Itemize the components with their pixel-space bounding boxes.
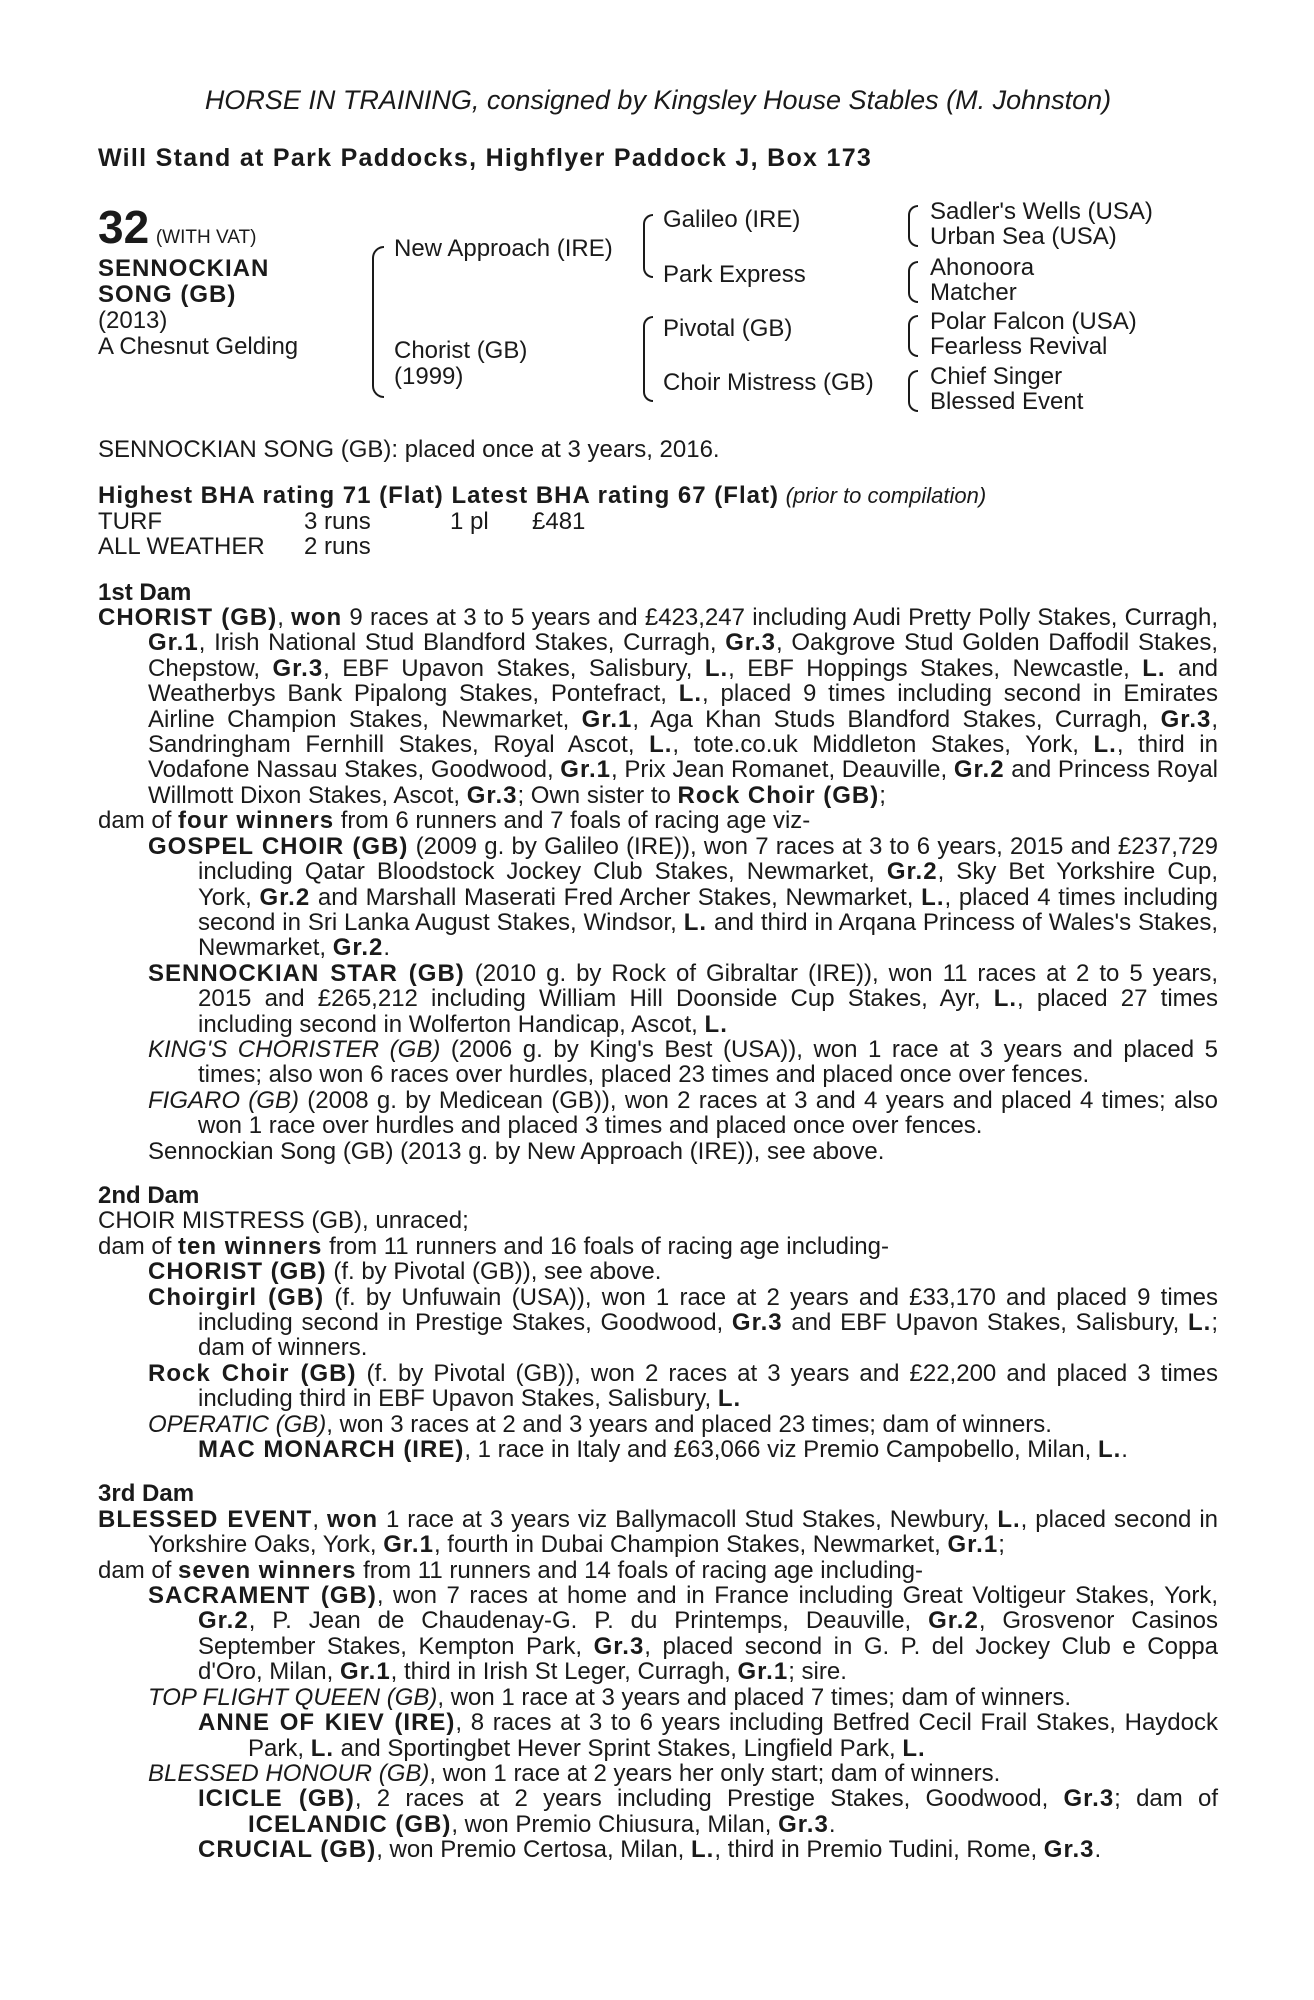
dam: Chorist (GB) (394, 337, 528, 364)
turf-label: TURF (98, 507, 162, 535)
pedigree-block (98, 198, 1218, 437)
turf-runs: 3 runs (304, 507, 371, 535)
produce-kings-chorister: KING'S CHORISTER (GB) (2006 g. by King's Best (USA)), won 1 race at 3 years and placed 5 times; also won 6 races over hurdles, placed 23 times and placed once over fences. (148, 1035, 1218, 1089)
produce-crucial: CRUCIAL (GB), won Premio Certosa, Milan, L., third in Premio Tudini, Rome, Gr.3. (198, 1836, 1102, 1864)
g3-bracket-1 (908, 205, 918, 247)
pedigree-bracket (372, 246, 384, 398)
produce-top-flight-queen: TOP FLIGHT QUEEN (GB), won 1 race at 3 years and placed 7 times; dam of winners. (148, 1683, 1072, 1711)
granddam-line-4: Matcher (930, 279, 1017, 306)
produce-sennockian-star: SENNOCKIAN STAR (GB) (2010 g. by Rock of Gibraltar (IRE)), won 11 races at 2 to 5 years, 2015 and £265,212 including William Hill Doonside Cup Stakes, Ayr, L., placed 27 times including second in Wolferton Handicap, Ascot, L. (148, 959, 1218, 1038)
produce-sacrament: SACRAMENT (GB), won 7 races at home and in France including Great Voltigeur Stakes, York, Gr.2, P. Jean de Chaudenay-G. P. du Printemps, Deauville, Gr.2, Grosvenor Casinos September Stakes, Kempton Park, Gr.3, placed second in G. P. del Jockey Club e Coppa d'Oro, Milan, Gr.1, third in Irish St Leger, Curragh, Gr.1; sire. (148, 1582, 1219, 1686)
third-dam-heading: 3rd Dam (98, 1480, 195, 1508)
all-weather-record (98, 534, 1218, 559)
sire-bracket (643, 214, 653, 278)
dam-year: (1999) (394, 363, 464, 390)
produce-icicle: ICICLE (GB), 2 races at 2 years including Prestige Stakes, Goodwood, Gr.3; dam of ICELANDIC (GB), won Premio Chiusura, Milan, Gr.3. (198, 1785, 1218, 1838)
third-dam-record: BLESSED EVENT, won 1 race at 3 years viz Ballymacoll Stud Stakes, Newbury, L., placed second in Yorkshire Oaks, York, Gr.1, fourth in Dubai Champion Stakes, Newmarket, Gr.1; (98, 1505, 1219, 1559)
stand-location: Will Stand at Park Paddocks, Highflyer Paddock J, Box 173 (98, 144, 873, 172)
second-dam-produce-summary: dam of ten winners from 11 runners and 16 foals of racing age including- (98, 1232, 889, 1260)
produce-rock-choir: Rock Choir (GB) (f. by Pivotal (GB)), won 2 races at 3 years and £22,200 and placed 3 times including third in EBF Upavon Stakes, Salisbury, L. (148, 1359, 1218, 1413)
produce-anne-of-kiev: ANNE OF KIEV (IRE), 8 races at 3 to 6 years including Betfred Cecil Frail Stakes, Haydock Park, L. and Sportingbet Hever Sprint Stakes, Lingfield Park, L. (198, 1709, 1218, 1762)
g3-bracket-3 (908, 315, 918, 357)
produce-chorist: CHORIST (GB) (f. by Pivotal (GB)), see above. (148, 1258, 662, 1286)
g3-bracket-2 (908, 261, 918, 303)
first-dam-heading: 1st Dam (98, 578, 192, 606)
horse-name-line2: SONG (GB) (98, 281, 237, 308)
produce-gospel-choir: GOSPEL CHOIR (GB) (2009 g. by Galileo (IRE)), won 7 races at 3 to 6 years, 2015 and £237,729 including Qatar Bloodstock Jockey Club Stakes, Newmarket, Gr.2, Sky Bet Yorkshire Cup, York, Gr.2 and Marshall Maserati Fred Archer Stakes, Newmarket, L., placed 4 times including second in Sri Lanka August Stakes, Windsor, L. and third in Arqana Princess of Wales's Stakes, Newmarket, Gr.2. (148, 832, 1219, 962)
aw-runs: 2 runs (304, 533, 371, 561)
turf-record (98, 509, 1218, 534)
granddam-line-2: Urban Sea (USA) (930, 223, 1117, 250)
granddam-line-6: Fearless Revival (930, 333, 1108, 360)
ratings-text: Highest BHA rating 71 (Flat) Latest BHA rating 67 (Flat) (98, 482, 779, 510)
sire-dam: Park Express (663, 261, 806, 288)
vat-note: (WITH VAT) (155, 227, 257, 248)
consignor-heading: HORSE IN TRAINING, consigned by Kingsley House Stables (M. Johnston) (204, 85, 1112, 115)
turf-prize: £481 (532, 507, 586, 535)
first-dam-record: CHORIST (GB), won 9 races at 3 to 5 years and £423,247 including Audi Pretty Polly Stakes, Curragh, Gr.1, Irish National Stud Blandford Stakes, Curragh, Gr.3, Oakgrove Stud Golden Daffodil Stakes, Chepstow, Gr.3, EBF Upavon Stakes, Salisbury, L., EBF Hoppings Stakes, Newcastle, L. and Weatherbys Bank Pipalong Stakes, Pontefract, L., placed 9 times including second in Emirates Airline Champion Stakes, Newmarket, Gr.1, Aga Khan Studs Blandford Stakes, Curragh, Gr.3, Sandringham Fernhill Stakes, Royal Ascot, L., tote.co.uk Middleton Stakes, York, L., third in Vodafone Nassau Stakes, Goodwood, Gr.1, Prix Jean Romanet, Deauville, Gr.2 and Princess Royal Willmott Dixon Stakes, Ascot, Gr.3; Own sister to Rock Choir (GB); (98, 604, 1219, 809)
sire-sire: Galileo (IRE) (663, 206, 801, 233)
lot-number: 32 (98, 201, 150, 253)
third-dam-produce-summary: dam of seven winners from 11 runners and 14 foals of racing age including- (98, 1556, 924, 1584)
granddam-line-8: Blessed Event (930, 388, 1084, 415)
granddam-line-5: Polar Falcon (USA) (930, 308, 1137, 335)
catalogue-page (98, 82, 1218, 1863)
produce-mac-monarch: MAC MONARCH (IRE), 1 race in Italy and £63,066 viz Premio Campobello, Milan, L.. (198, 1436, 1128, 1464)
second-dam-heading: 2nd Dam (98, 1181, 200, 1209)
second-dam-record: CHOIR MISTRESS (GB), unraced; (98, 1207, 469, 1235)
sire: New Approach (IRE) (394, 235, 613, 262)
produce-choirgirl: Choirgirl (GB) (f. by Unfuwain (USA)), won 1 race at 2 years and £33,170 and placed 9 times including second in Prestige Stakes, Goodwood, Gr.3 and EBF Upavon Stakes, Salisbury, L.; dam of winners. (148, 1283, 1218, 1362)
race-summary: SENNOCKIAN SONG (GB): placed once at 3 years, 2016. (98, 436, 720, 463)
bha-ratings (98, 483, 1218, 508)
dam-sire: Pivotal (GB) (663, 315, 793, 342)
dam-dam: Choir Mistress (GB) (663, 369, 874, 396)
ratings-note: (prior to compilation) (785, 483, 987, 509)
g3-bracket-4 (908, 370, 918, 412)
produce-sennockian-song: Sennockian Song (GB) (2013 g. by New Approach (IRE)), see above. (148, 1137, 885, 1165)
produce-figaro: FIGARO (GB) (2008 g. by Medicean (GB)), won 2 races at 3 and 4 years and placed 4 times; also won 1 race over hurdles and placed 3 times and placed once over fences. (148, 1086, 1218, 1140)
dam-bracket (643, 316, 653, 402)
horse-description: A Chesnut Gelding (98, 333, 299, 360)
foaling-year: (2013) (98, 307, 168, 334)
produce-operatic: OPERATIC (GB), won 3 races at 2 and 3 years and placed 23 times; dam of winners. (148, 1410, 1052, 1438)
produce-blessed-honour: BLESSED HONOUR (GB), won 1 race at 2 years her only start; dam of winners. (148, 1759, 1001, 1787)
lot-number-line (98, 201, 257, 253)
first-dam-produce-summary: dam of four winners from 6 runners and 7 foals of racing age viz- (98, 807, 811, 835)
horse-name-line1: SENNOCKIAN (98, 255, 270, 282)
aw-label: ALL WEATHER (98, 533, 265, 561)
granddam-line-3: Ahonoora (930, 254, 1035, 281)
granddam-line-1: Sadler's Wells (USA) (930, 198, 1153, 225)
granddam-line-7: Chief Singer (930, 363, 1063, 390)
turf-placed: 1 pl (450, 507, 489, 535)
